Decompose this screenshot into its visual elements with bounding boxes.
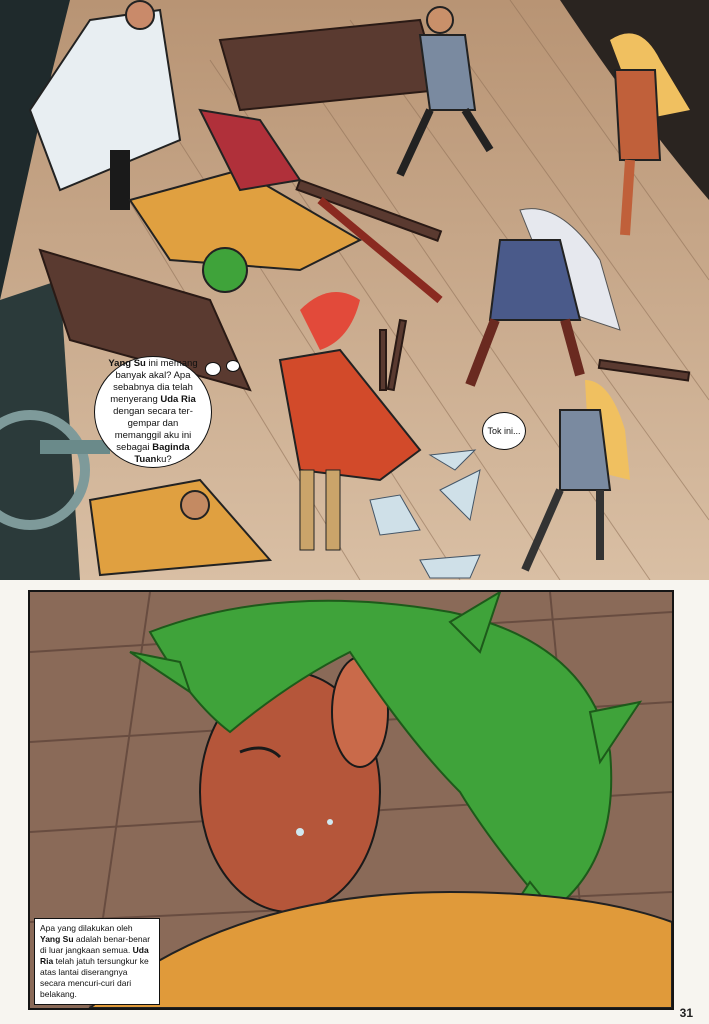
thought-dot: [205, 362, 221, 376]
speech-bubble-text: Yang Su ini memang banyak akal? Apa sebabnya dia telah menyerang Uda Ria dengan secara ter-gempar dan memanggil aku ini sebagai Baginda Tuanku?: [108, 358, 198, 465]
speech-bubble-text: Tok ini...: [487, 425, 521, 436]
thought-dot: [226, 360, 240, 372]
speech-bubble-tok: [482, 412, 526, 450]
narration-caption: Apa yang dilakukan oleh Yang Su adalah benar-benar di luar jangkaan semua. Uda Ria telah jatuh tersungkur ke atas lantai diserangnya secara mencuri-curi dari belakang.: [34, 918, 160, 1005]
page-number: 31: [679, 1006, 693, 1020]
speech-bubble-yang-su: [94, 356, 212, 468]
